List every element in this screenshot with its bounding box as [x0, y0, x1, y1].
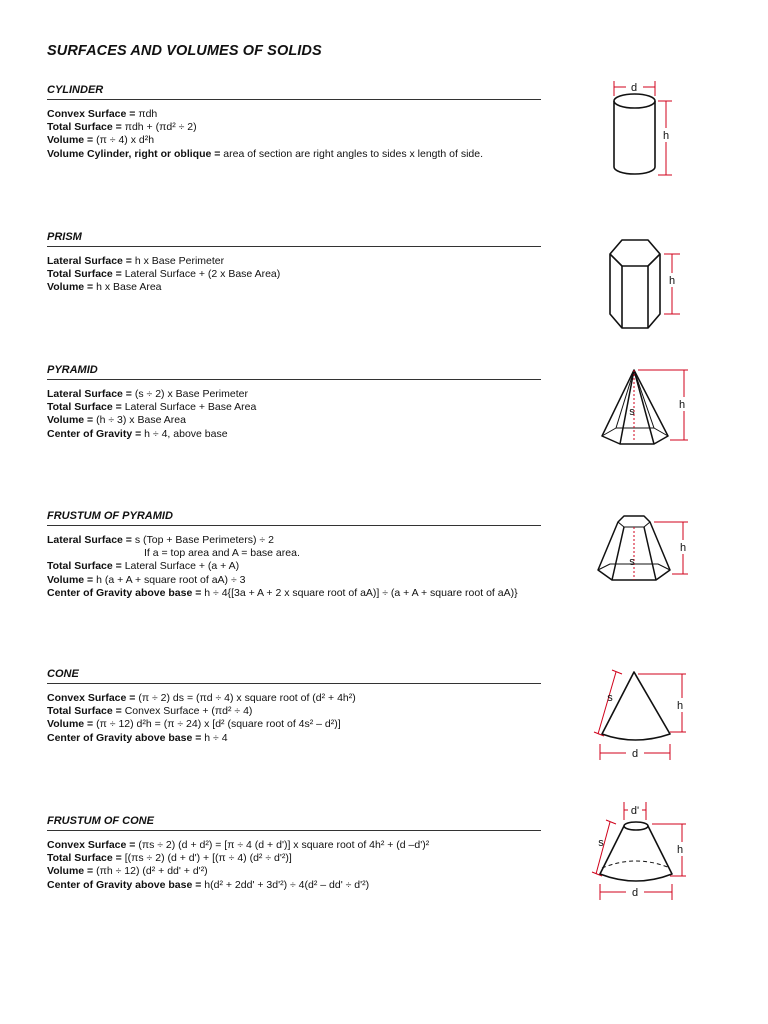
formula-text: πdh + (πd² ÷ 2) [124, 121, 197, 134]
section-heading: PYRAMID [47, 364, 541, 380]
formula-line [47, 414, 541, 427]
formula-line [47, 255, 541, 268]
formula-label: Volume = [47, 281, 97, 294]
formula-text: h ÷ 4, above base [144, 427, 228, 440]
formula-label: Volume = [47, 865, 97, 878]
formula-line [47, 732, 541, 745]
dimension-label-s: s [598, 837, 604, 849]
formula-text: Lateral Surface + (2 x Base Area) [124, 268, 281, 281]
dimension-label-h: h [679, 542, 687, 554]
dimension-label-d: d [630, 82, 638, 94]
section-frustum-of-pyramid [47, 510, 541, 600]
formula-note [47, 547, 541, 560]
formula-label: Lateral Surface = [47, 255, 135, 267]
section-heading: CONE [47, 668, 541, 684]
formula-line [47, 879, 541, 892]
formula-text: If a = top area and A = base area. [144, 547, 300, 560]
section-prism [47, 231, 541, 295]
formula-label: Lateral Surface = [47, 388, 135, 400]
formula-line [47, 574, 541, 587]
dimension-label-s: s [629, 556, 635, 568]
formula-line [47, 705, 541, 718]
formula-line [47, 134, 541, 147]
formula-label: Volume = [47, 718, 97, 731]
section-cylinder [47, 84, 541, 161]
dimension-label-d: d [631, 748, 639, 760]
section-heading: PRISM [47, 231, 541, 247]
frustum-of-pyramid-figure [592, 510, 692, 590]
formula-line [47, 718, 541, 731]
formula-label: Lateral Surface = [47, 534, 135, 546]
formula-text: (π ÷ 4) x d²h [96, 134, 155, 147]
formula-label: Center of Gravity = [47, 427, 145, 440]
formula-label: Total Surface = [47, 401, 125, 414]
formula-line [47, 148, 541, 161]
section-frustum-of-cone [47, 815, 541, 892]
formula-label: Center of Gravity above base = [47, 878, 205, 891]
section-pyramid [47, 364, 541, 441]
formula-line [47, 587, 541, 600]
formula-label: Total Surface = [47, 705, 125, 718]
dimension-label-d: d [631, 887, 639, 899]
dimension-label-d-prime: d' [630, 805, 640, 817]
dimension-label-h: h [676, 844, 684, 856]
formula-text: (πh ÷ 12) (d² + dd' + d'²) [96, 865, 208, 878]
formula-text: h ÷ 4 [204, 731, 228, 744]
section-cone [47, 668, 541, 745]
formula-label: Volume = [47, 414, 97, 427]
page-title: SURFACES AND VOLUMES OF SOLIDS [47, 43, 322, 59]
section-heading: CYLINDER [47, 84, 541, 100]
section-heading: FRUSTUM OF CONE [47, 815, 541, 831]
formula-label: Total Surface = [47, 121, 125, 134]
formula-text: area of section are right angles to sides x length of side. [223, 147, 484, 160]
formula-text: (h ÷ 3) x Base Area [96, 414, 186, 427]
formula-text: h x Base Area [96, 281, 162, 294]
formula-label: Convex Surface = [47, 839, 139, 851]
formula-line [47, 281, 541, 294]
formula-line [47, 692, 541, 705]
frustum-of-cone-figure [590, 796, 694, 900]
formula-line [47, 428, 541, 441]
formula-label: Total Surface = [47, 852, 125, 865]
formula-label: Total Surface = [47, 560, 125, 573]
formula-label: Volume = [47, 573, 97, 586]
formula-label: Center of Gravity above base = [47, 731, 205, 744]
formula-line [47, 839, 541, 852]
dimension-label-h: h [676, 700, 684, 712]
formula-line [47, 865, 541, 878]
formula-label: Convex Surface = [47, 692, 139, 704]
dimension-label-s: s [607, 692, 613, 704]
formula-label: Center of Gravity above base = [47, 586, 205, 599]
formula-text: [(πs ÷ 2) (d + d') + [(π ÷ 4) (d² ÷ d'²)] [124, 852, 292, 865]
cone-figure [592, 660, 692, 764]
formula-line [47, 560, 541, 573]
formula-label: Total Surface = [47, 268, 125, 281]
formula-label: Volume Cylinder, right or oblique = [47, 147, 224, 160]
formula-text: h ÷ 4{[3a + A + 2 x square root of aA)] ÷ (a + A + square root of aA)} [204, 586, 518, 599]
formula-text: Lateral Surface + (a + A) [124, 560, 240, 573]
formula-line [47, 121, 541, 134]
formula-label: Volume = [47, 134, 97, 147]
formula-label: Convex Surface = [47, 108, 139, 120]
formula-line [47, 401, 541, 414]
formula-text: h (a + A + square root of aA) ÷ 3 [96, 573, 246, 586]
prism-figure [600, 232, 690, 332]
formula-line [47, 852, 541, 865]
cylinder-figure [600, 76, 680, 180]
formula-text: Lateral Surface + Base Area [124, 401, 257, 414]
formula-line [47, 534, 541, 547]
formula-text: (s ÷ 2) x Base Perimeter [134, 388, 248, 400]
dimension-label-s: s [629, 406, 635, 418]
formula-text: s (Top + Base Perimeters) ÷ 2 [134, 534, 274, 546]
formula-text: πdh [138, 108, 158, 120]
dimension-label-h: h [678, 399, 686, 411]
formula-text: (πs ÷ 2) (d + d²) = [π ÷ 4 (d + d')] x square root of 4h² + (d –d')² [138, 839, 430, 851]
formula-line [47, 108, 541, 121]
formula-text: Convex Surface + (πd² ÷ 4) [124, 705, 253, 718]
formula-text: (π ÷ 2) ds = (πd ÷ 4) x square root of (d² + 4h²) [138, 692, 356, 704]
formula-text: h x Base Perimeter [134, 255, 225, 267]
dimension-label-h: h [662, 130, 670, 142]
dimension-label-h: h [668, 275, 676, 287]
formula-text: h(d² + 2dd' + 3d'²) ÷ 4(d² – dd' ÷ d'²) [204, 878, 370, 891]
formula-text: (π ÷ 12) d²h = (π ÷ 24) x [d² (square root of 4s² – d²)] [96, 718, 341, 731]
section-heading: FRUSTUM OF PYRAMID [47, 510, 541, 526]
formula-line [47, 268, 541, 281]
pyramid-figure [596, 364, 692, 448]
formula-line [47, 388, 541, 401]
